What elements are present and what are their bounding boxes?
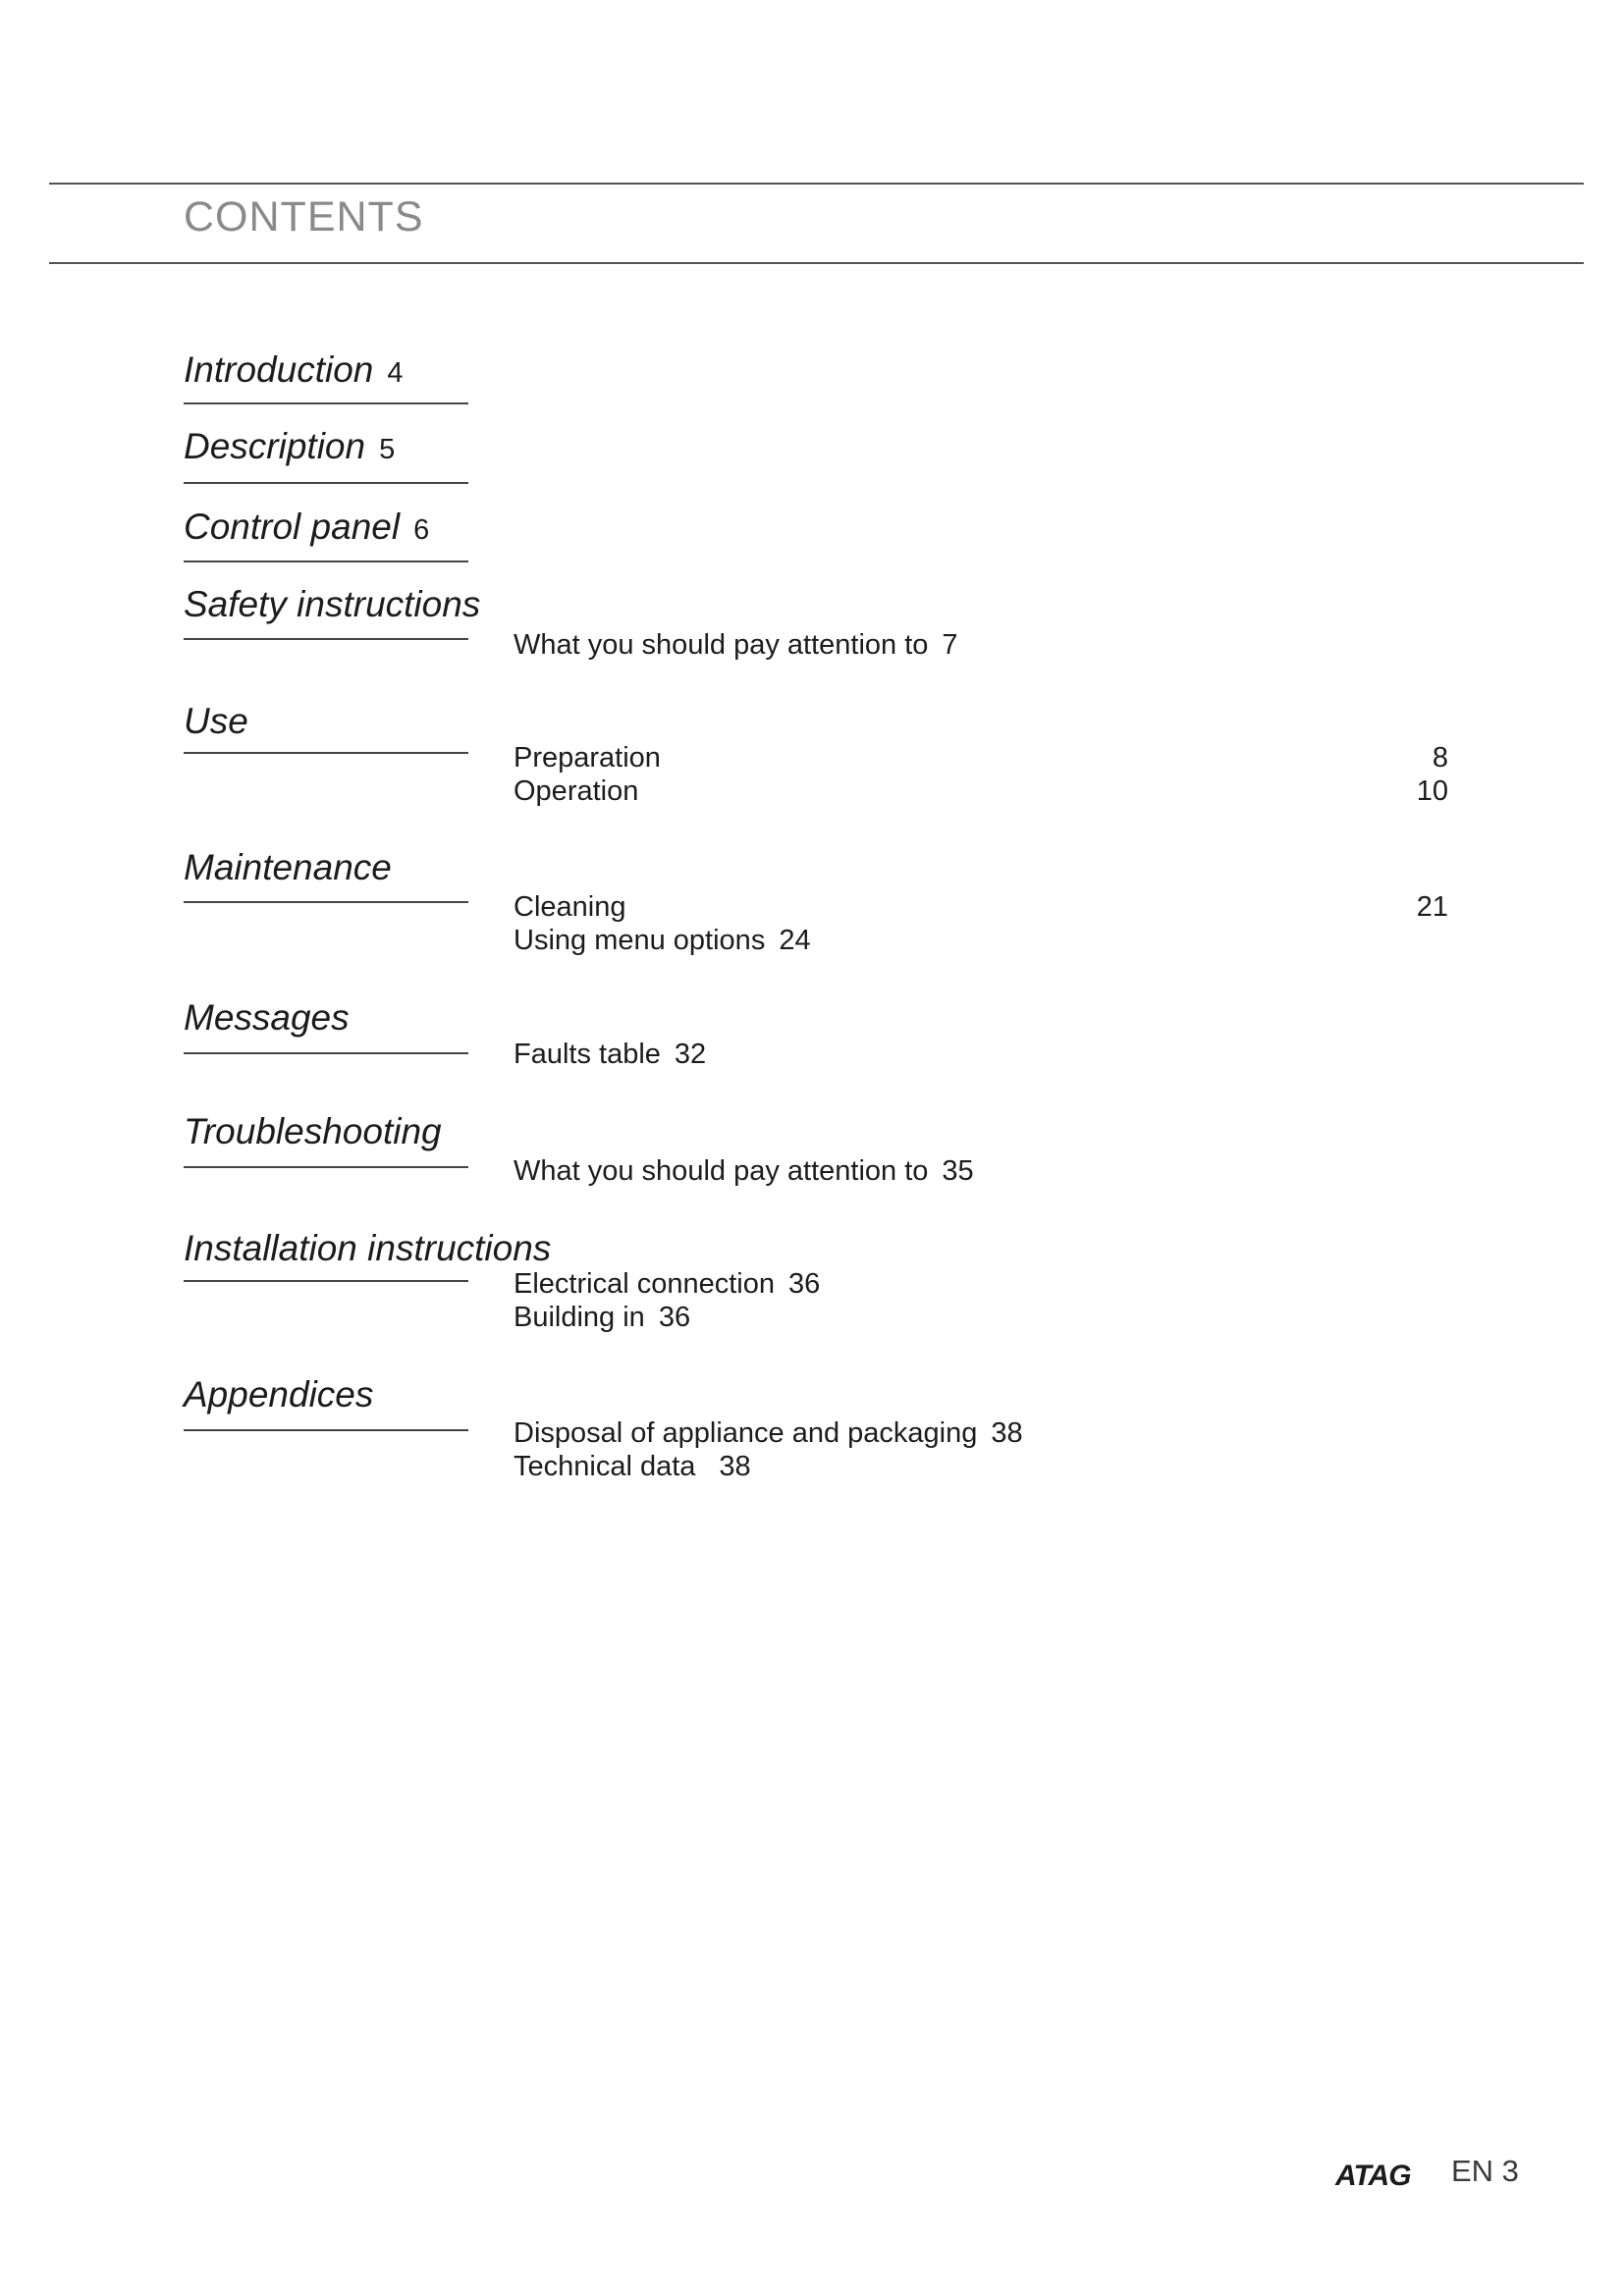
- toc-item: Technical data 38: [514, 1451, 751, 1482]
- toc-item: Faults table 32: [514, 1039, 707, 1070]
- toc-item: Operation: [514, 775, 639, 807]
- section-title-introduction: Introduction 4: [184, 349, 404, 390]
- section-rule: [184, 1166, 468, 1168]
- toc-item: Cleaning: [514, 891, 626, 923]
- toc-item: What you should pay attention to 7: [514, 629, 958, 661]
- page-title: CONTENTS: [184, 193, 424, 240]
- section-page: 6: [413, 514, 430, 546]
- toc-item: What you should pay attention to 35: [514, 1155, 974, 1187]
- section-rule: [184, 1429, 468, 1431]
- toc-item: Building in 36: [514, 1302, 691, 1333]
- section-page: 5: [379, 434, 396, 465]
- section-rule: [184, 482, 468, 484]
- section-title-control-panel: Control panel 6: [184, 507, 430, 547]
- toc-item: Using menu options 24: [514, 925, 811, 956]
- toc-item: Electrical connection 36: [514, 1268, 821, 1300]
- section-rule: [184, 638, 468, 640]
- section-rule: [184, 1052, 468, 1054]
- section-title-appendices: Appendices: [184, 1374, 374, 1415]
- page-number: EN 3: [1451, 2154, 1519, 2188]
- section-title-description: Description 5: [184, 426, 396, 466]
- section-title-safety-instructions: Safety instructions: [184, 584, 481, 624]
- toc-item: Disposal of appliance and packaging 38: [514, 1417, 1023, 1449]
- section-rule: [184, 752, 468, 754]
- toc-item-page: 10: [1416, 775, 1448, 807]
- section-rule: [184, 901, 468, 903]
- toc-item-page: 8: [1432, 742, 1448, 774]
- section-rule: [184, 402, 468, 404]
- section-title-use: Use: [184, 701, 248, 741]
- section-rule: [184, 561, 468, 562]
- toc-item: Preparation: [514, 742, 661, 774]
- header-bottom-rule: [49, 262, 1584, 264]
- header-top-rule: [49, 183, 1584, 185]
- toc-item-page: 21: [1416, 891, 1448, 923]
- section-title-troubleshooting: Troubleshooting: [184, 1111, 442, 1151]
- section-title-installation-instructions: Installation instructions: [184, 1228, 552, 1268]
- brand-logo: ATAG: [1335, 2160, 1411, 2192]
- section-rule: [184, 1280, 468, 1282]
- section-title-maintenance: Maintenance: [184, 847, 392, 887]
- section-title-messages: Messages: [184, 997, 350, 1038]
- section-page: 4: [387, 357, 404, 389]
